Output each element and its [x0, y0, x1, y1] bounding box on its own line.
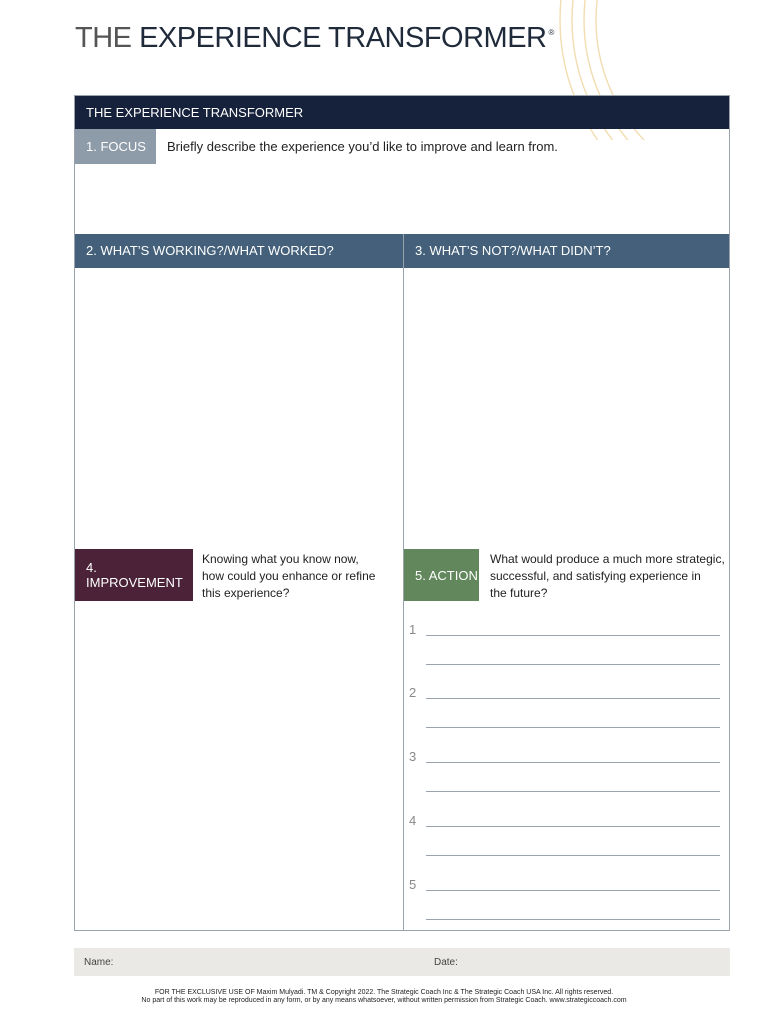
name-date-band [74, 948, 730, 976]
action-line [426, 664, 720, 665]
action-line [426, 762, 720, 763]
improvement-tag: 4. IMPROVEMENT [75, 549, 193, 601]
action-line [426, 698, 720, 699]
improvement-answer-area[interactable] [75, 601, 403, 931]
action-item-number: 4 [409, 813, 417, 828]
title-prefix: THE [75, 22, 132, 54]
action-line [426, 919, 720, 920]
working-header: 2. WHAT’S WORKING?/WHAT WORKED? [75, 234, 403, 268]
action-item-number: 3 [409, 749, 417, 764]
focus-prompt: Briefly describe the experience you’d like to improve and learn from. [167, 139, 558, 154]
date-field[interactable]: Date: [434, 957, 458, 968]
action-line [426, 791, 720, 792]
copyright-notice: FOR THE EXCLUSIVE USE OF Maxim Mulyadi. TM & Copyright 2022. The Strategic Coach Inc & The Strategic Coach USA Inc. All rights reserved. No part of this work may be reproduced in any form, or by any means whatsoever, without written permission from Strategic Coach. www.strategiccoach.com [141, 989, 627, 1004]
action-line [426, 855, 720, 856]
not-working-header: 3. WHAT’S NOT?/WHAT DIDN’T? [404, 234, 729, 268]
action-line [426, 727, 720, 728]
action-item-number: 5 [409, 877, 417, 892]
action-line [426, 635, 720, 636]
improvement-prompt: Knowing what you know now, how could you enhance or refine this experience? [202, 552, 376, 600]
focus-tag: 1. FOCUS [75, 129, 156, 164]
action-item-number: 2 [409, 685, 417, 700]
worksheet-title-bar: THE EXPERIENCE TRANSFORMER [75, 96, 729, 129]
working-answer-area[interactable] [75, 268, 403, 549]
action-line [426, 890, 720, 891]
page-title [75, 22, 554, 55]
action-tag: 5. ACTION [404, 549, 479, 601]
action-prompt: What would produce a much more strategic, successful, and satisfying experience in the future? [490, 552, 725, 600]
not-working-answer-area[interactable] [404, 268, 729, 549]
worksheet [74, 95, 730, 931]
focus-answer-area[interactable] [75, 164, 729, 234]
action-item-number: 1 [409, 622, 417, 637]
title-main: EXPERIENCE TRANSFORMER [139, 22, 547, 54]
name-field[interactable]: Name: [84, 957, 114, 968]
registered-mark: ® [548, 28, 554, 37]
action-line [426, 826, 720, 827]
